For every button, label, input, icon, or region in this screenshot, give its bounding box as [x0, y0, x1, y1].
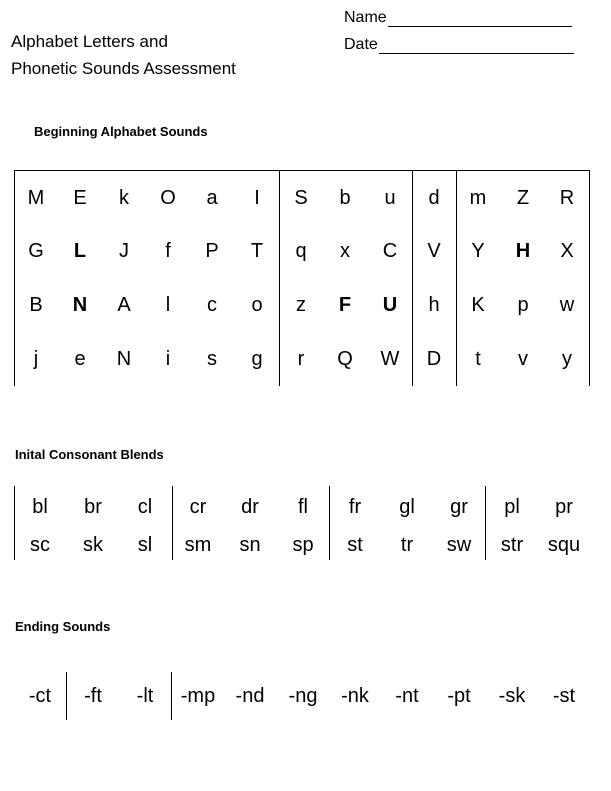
letter-cell: O: [160, 187, 176, 209]
blend-cell: sk: [83, 534, 103, 556]
blends-grid: [14, 486, 590, 560]
letter-cell: S: [294, 187, 308, 209]
letter-cell: V: [427, 240, 441, 262]
ending-cell: -ft: [84, 685, 102, 707]
letter-row: [14, 178, 590, 218]
letter-cell: G: [28, 240, 44, 262]
letter-cell: H: [515, 240, 531, 262]
ending-sounds-grid: [14, 672, 590, 720]
letter-cell: U: [382, 294, 398, 316]
letter-cell: q: [295, 240, 307, 262]
letter-cell: o: [251, 294, 263, 316]
letter-cell: e: [74, 348, 86, 370]
blend-cell: sp: [292, 534, 314, 556]
letter-cell: j: [33, 348, 39, 370]
letter-cell: t: [475, 348, 481, 370]
blend-cell: br: [84, 496, 102, 518]
letter-cell: Q: [337, 348, 353, 370]
ending-cell: -nd: [235, 685, 265, 707]
letter-cell: b: [339, 187, 351, 209]
letter-cell: z: [296, 294, 306, 316]
name-line[interactable]: [388, 9, 572, 27]
letter-cell: W: [380, 348, 400, 370]
blend-cell: st: [347, 534, 363, 556]
title-line-1: Alphabet Letters and: [11, 32, 168, 51]
blend-cell: dr: [241, 496, 259, 518]
letter-cell: J: [119, 240, 129, 262]
blend-cell: gl: [399, 496, 415, 518]
blend-row: [14, 489, 590, 525]
letter-cell: w: [559, 294, 575, 316]
blend-cell: sw: [446, 534, 472, 556]
blend-cell: pl: [504, 496, 520, 518]
letter-cell: P: [205, 240, 219, 262]
blend-cell: sc: [30, 534, 50, 556]
letter-cell: x: [340, 240, 350, 262]
letter-cell: X: [560, 240, 574, 262]
letter-cell: i: [165, 348, 171, 370]
letter-cell: a: [206, 187, 218, 209]
letter-cell: s: [207, 348, 217, 370]
ending-cell: -mp: [180, 685, 216, 707]
ending-cell: -ng: [288, 685, 318, 707]
ending-cell: -sk: [498, 685, 526, 707]
letter-cell: D: [426, 348, 442, 370]
blend-cell: bl: [32, 496, 48, 518]
letter-cell: E: [73, 187, 87, 209]
letter-cell: Z: [516, 187, 530, 209]
blend-cell: sm: [184, 534, 212, 556]
letter-cell: p: [517, 294, 529, 316]
blends-title: Inital Consonant Blends: [15, 447, 164, 462]
blend-cell: fr: [348, 496, 362, 518]
letter-cell: c: [207, 294, 217, 316]
blend-cell: sl: [137, 534, 153, 556]
letter-cell: B: [29, 294, 43, 316]
letter-cell: v: [518, 348, 528, 370]
letter-row: [14, 231, 590, 271]
blend-row: [14, 527, 590, 563]
blend-cell: cl: [137, 496, 153, 518]
letter-row: [14, 339, 590, 379]
letter-cell: f: [165, 240, 171, 262]
ending-cell: -nk: [341, 685, 369, 707]
letter-cell: M: [27, 187, 45, 209]
letter-cell: y: [562, 348, 572, 370]
blend-cell: gr: [450, 496, 468, 518]
letter-cell: l: [165, 294, 171, 316]
date-field[interactable]: [344, 36, 574, 54]
ending-cell: -nt: [395, 685, 419, 707]
ending-cell: -lt: [136, 685, 154, 707]
letter-cell: I: [254, 187, 260, 209]
beginning-sounds-grid: [14, 170, 590, 386]
letter-cell: A: [117, 294, 131, 316]
date-line[interactable]: [379, 36, 574, 54]
blend-cell: cr: [189, 496, 207, 518]
ending-cell: -ct: [28, 685, 52, 707]
blend-cell: pr: [555, 496, 573, 518]
ending-cell: -pt: [447, 685, 471, 707]
date-label: Date: [344, 36, 378, 53]
letter-cell: T: [250, 240, 264, 262]
blend-cell: tr: [400, 534, 414, 556]
name-label: Name: [344, 9, 387, 26]
ending-cell: -st: [552, 685, 576, 707]
worksheet-title: [11, 28, 236, 82]
blend-cell: sn: [239, 534, 261, 556]
blend-cell: fl: [298, 496, 308, 518]
letter-cell: K: [471, 294, 485, 316]
ending-sounds-title: Ending Sounds: [15, 619, 111, 634]
letter-row: [14, 285, 590, 325]
letter-cell: d: [428, 187, 440, 209]
letter-cell: C: [382, 240, 398, 262]
name-field[interactable]: [344, 9, 572, 27]
letter-cell: g: [251, 348, 263, 370]
beginning-sounds-title: Beginning Alphabet Sounds: [34, 124, 208, 139]
title-line-2: Phonetic Sounds Assessment: [11, 59, 236, 78]
letter-cell: Y: [471, 240, 485, 262]
letter-cell: F: [338, 294, 352, 316]
letter-cell: r: [297, 348, 305, 370]
blend-cell: squ: [547, 534, 581, 556]
letter-cell: m: [469, 187, 487, 209]
letter-cell: u: [384, 187, 396, 209]
letter-cell: R: [559, 187, 575, 209]
blend-cell: str: [500, 534, 524, 556]
letter-cell: h: [428, 294, 440, 316]
letter-cell: N: [116, 348, 132, 370]
letter-cell: N: [72, 294, 88, 316]
letter-cell: k: [119, 187, 129, 209]
letter-cell: L: [73, 240, 87, 262]
